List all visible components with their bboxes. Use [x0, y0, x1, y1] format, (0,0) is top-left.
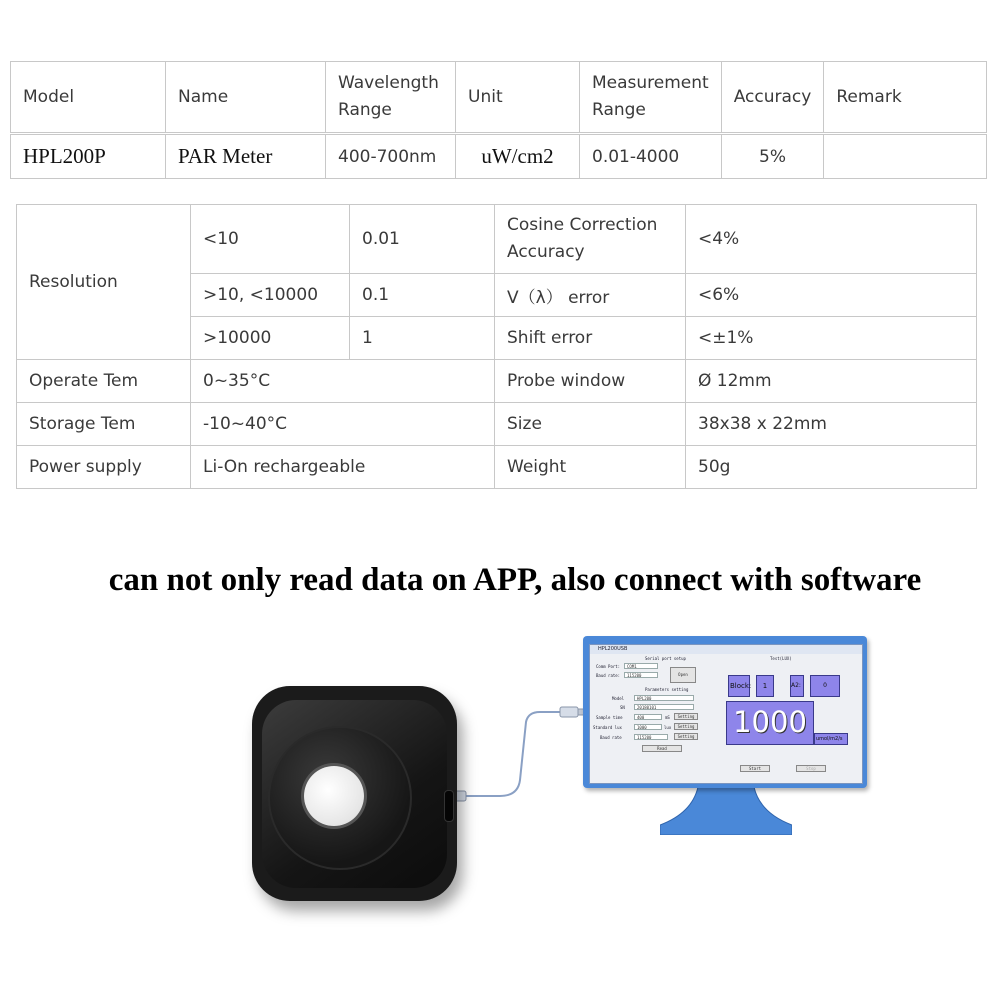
model-field[interactable]: HPL200 — [634, 695, 694, 701]
param-label: Shift error — [495, 317, 686, 360]
parameters-section-label: Parameters setting — [645, 687, 689, 692]
software-window — [589, 644, 863, 784]
row-value: -10~40°C — [191, 403, 495, 446]
cell-unit: uW/cm2 — [456, 134, 580, 179]
monitor — [583, 636, 867, 788]
cell-model: HPL200P — [11, 134, 166, 179]
standard-lux-label: Standard lux — [593, 725, 622, 730]
param-value: <4% — [686, 205, 977, 274]
row-label: Storage Tem — [17, 403, 191, 446]
usb-cable-illustration — [440, 700, 600, 810]
param-label: Cosine Correction Accuracy — [495, 205, 686, 274]
row-value: Li-On rechargeable — [191, 446, 495, 489]
reading-display: 1000 — [726, 701, 814, 745]
sample-time-label: Sample time — [596, 715, 623, 720]
resolution-value: 1 — [350, 317, 495, 360]
monitor-stand — [660, 787, 792, 835]
header-name: Name — [166, 62, 326, 134]
stop-button[interactable]: Stop — [796, 765, 826, 772]
param-label: Size — [495, 403, 686, 446]
param-label: Weight — [495, 446, 686, 489]
a2-label: A2: — [790, 675, 804, 697]
slogan-text: can not only read data on APP, also connect with software — [108, 562, 922, 598]
baud-rate2-select[interactable]: 115200 — [634, 734, 668, 740]
resolution-range: >10000 — [191, 317, 350, 360]
header-remark: Remark — [824, 62, 987, 134]
com-port-select[interactable]: COM1 — [624, 663, 658, 669]
resolution-range: <10 — [191, 205, 350, 274]
test-section-label: Test(LUX) — [770, 656, 792, 661]
param-value: <6% — [686, 274, 977, 317]
read-button[interactable]: Read — [642, 745, 682, 752]
baud-rate2-label: Baud rate — [600, 735, 622, 740]
open-button[interactable]: Open — [670, 667, 696, 683]
standard-lux-field[interactable]: 1000 — [634, 724, 662, 730]
spec-table — [10, 61, 987, 179]
header-unit: Unit — [456, 62, 580, 134]
sample-setting-button[interactable]: Setting — [674, 713, 698, 720]
sn-field[interactable]: 20180101 — [634, 704, 694, 710]
a2-value: 0 — [810, 675, 840, 697]
reading-unit: umol/m2/s — [814, 733, 848, 745]
baud-rate-select[interactable]: 115200 — [624, 672, 658, 678]
com-port-label: Comm Port: — [596, 664, 621, 669]
standard-lux-unit: lux — [664, 725, 672, 730]
usb-port — [444, 790, 454, 822]
cell-name: PAR Meter — [166, 134, 326, 179]
baud-rate-label: Baud rate: — [596, 673, 621, 678]
cell-wavelength: 400-700nm — [326, 134, 456, 179]
header-model: Model — [11, 62, 166, 134]
header-measurement-range: Measurement Range — [580, 62, 722, 134]
window-title: HPL200USB — [590, 645, 862, 654]
device-body — [262, 700, 447, 888]
block-value: 1 — [756, 675, 774, 697]
param-value: 38x38 x 22mm — [686, 403, 977, 446]
sample-time-field[interactable]: 400 — [634, 714, 662, 720]
table-row — [17, 360, 977, 403]
resolution-value: 0.01 — [350, 205, 495, 274]
standard-setting-button[interactable]: Setting — [674, 723, 698, 730]
cell-remark — [824, 134, 987, 179]
param-value: <±1% — [686, 317, 977, 360]
sample-time-unit: mS — [665, 715, 670, 720]
serial-section-label: Serial port setup — [645, 656, 686, 661]
header-accuracy: Accuracy — [721, 62, 824, 134]
table-row — [17, 205, 977, 274]
spec-table-row — [11, 134, 987, 179]
start-button[interactable]: Start — [740, 765, 770, 772]
light-sensor-window — [304, 766, 364, 826]
resolution-value: 0.1 — [350, 274, 495, 317]
cell-measurement-range: 0.01-4000 — [580, 134, 722, 179]
param-label: Probe window — [495, 360, 686, 403]
resolution-range: >10, <10000 — [191, 274, 350, 317]
header-wavelength-range: Wavelength Range — [326, 62, 456, 134]
device-lens-ring — [268, 726, 412, 870]
param-value: 50g — [686, 446, 977, 489]
block-label: Block: — [728, 675, 750, 697]
row-value: 0~35°C — [191, 360, 495, 403]
row-label: Power supply — [17, 446, 191, 489]
table-row — [17, 446, 977, 489]
cell-accuracy: 5% — [721, 134, 824, 179]
table-row — [17, 403, 977, 446]
row-label: Operate Tem — [17, 360, 191, 403]
resolution-label: Resolution — [17, 205, 191, 360]
param-value: Ø 12mm — [686, 360, 977, 403]
baud-setting-button[interactable]: Setting — [674, 733, 698, 740]
param-label: V（λ） error — [495, 274, 686, 317]
model-label: Model — [612, 696, 625, 701]
spec-table-header-row — [11, 62, 987, 134]
sn-label: SN — [620, 705, 625, 710]
detail-table — [16, 204, 977, 489]
par-meter-device — [252, 686, 457, 901]
